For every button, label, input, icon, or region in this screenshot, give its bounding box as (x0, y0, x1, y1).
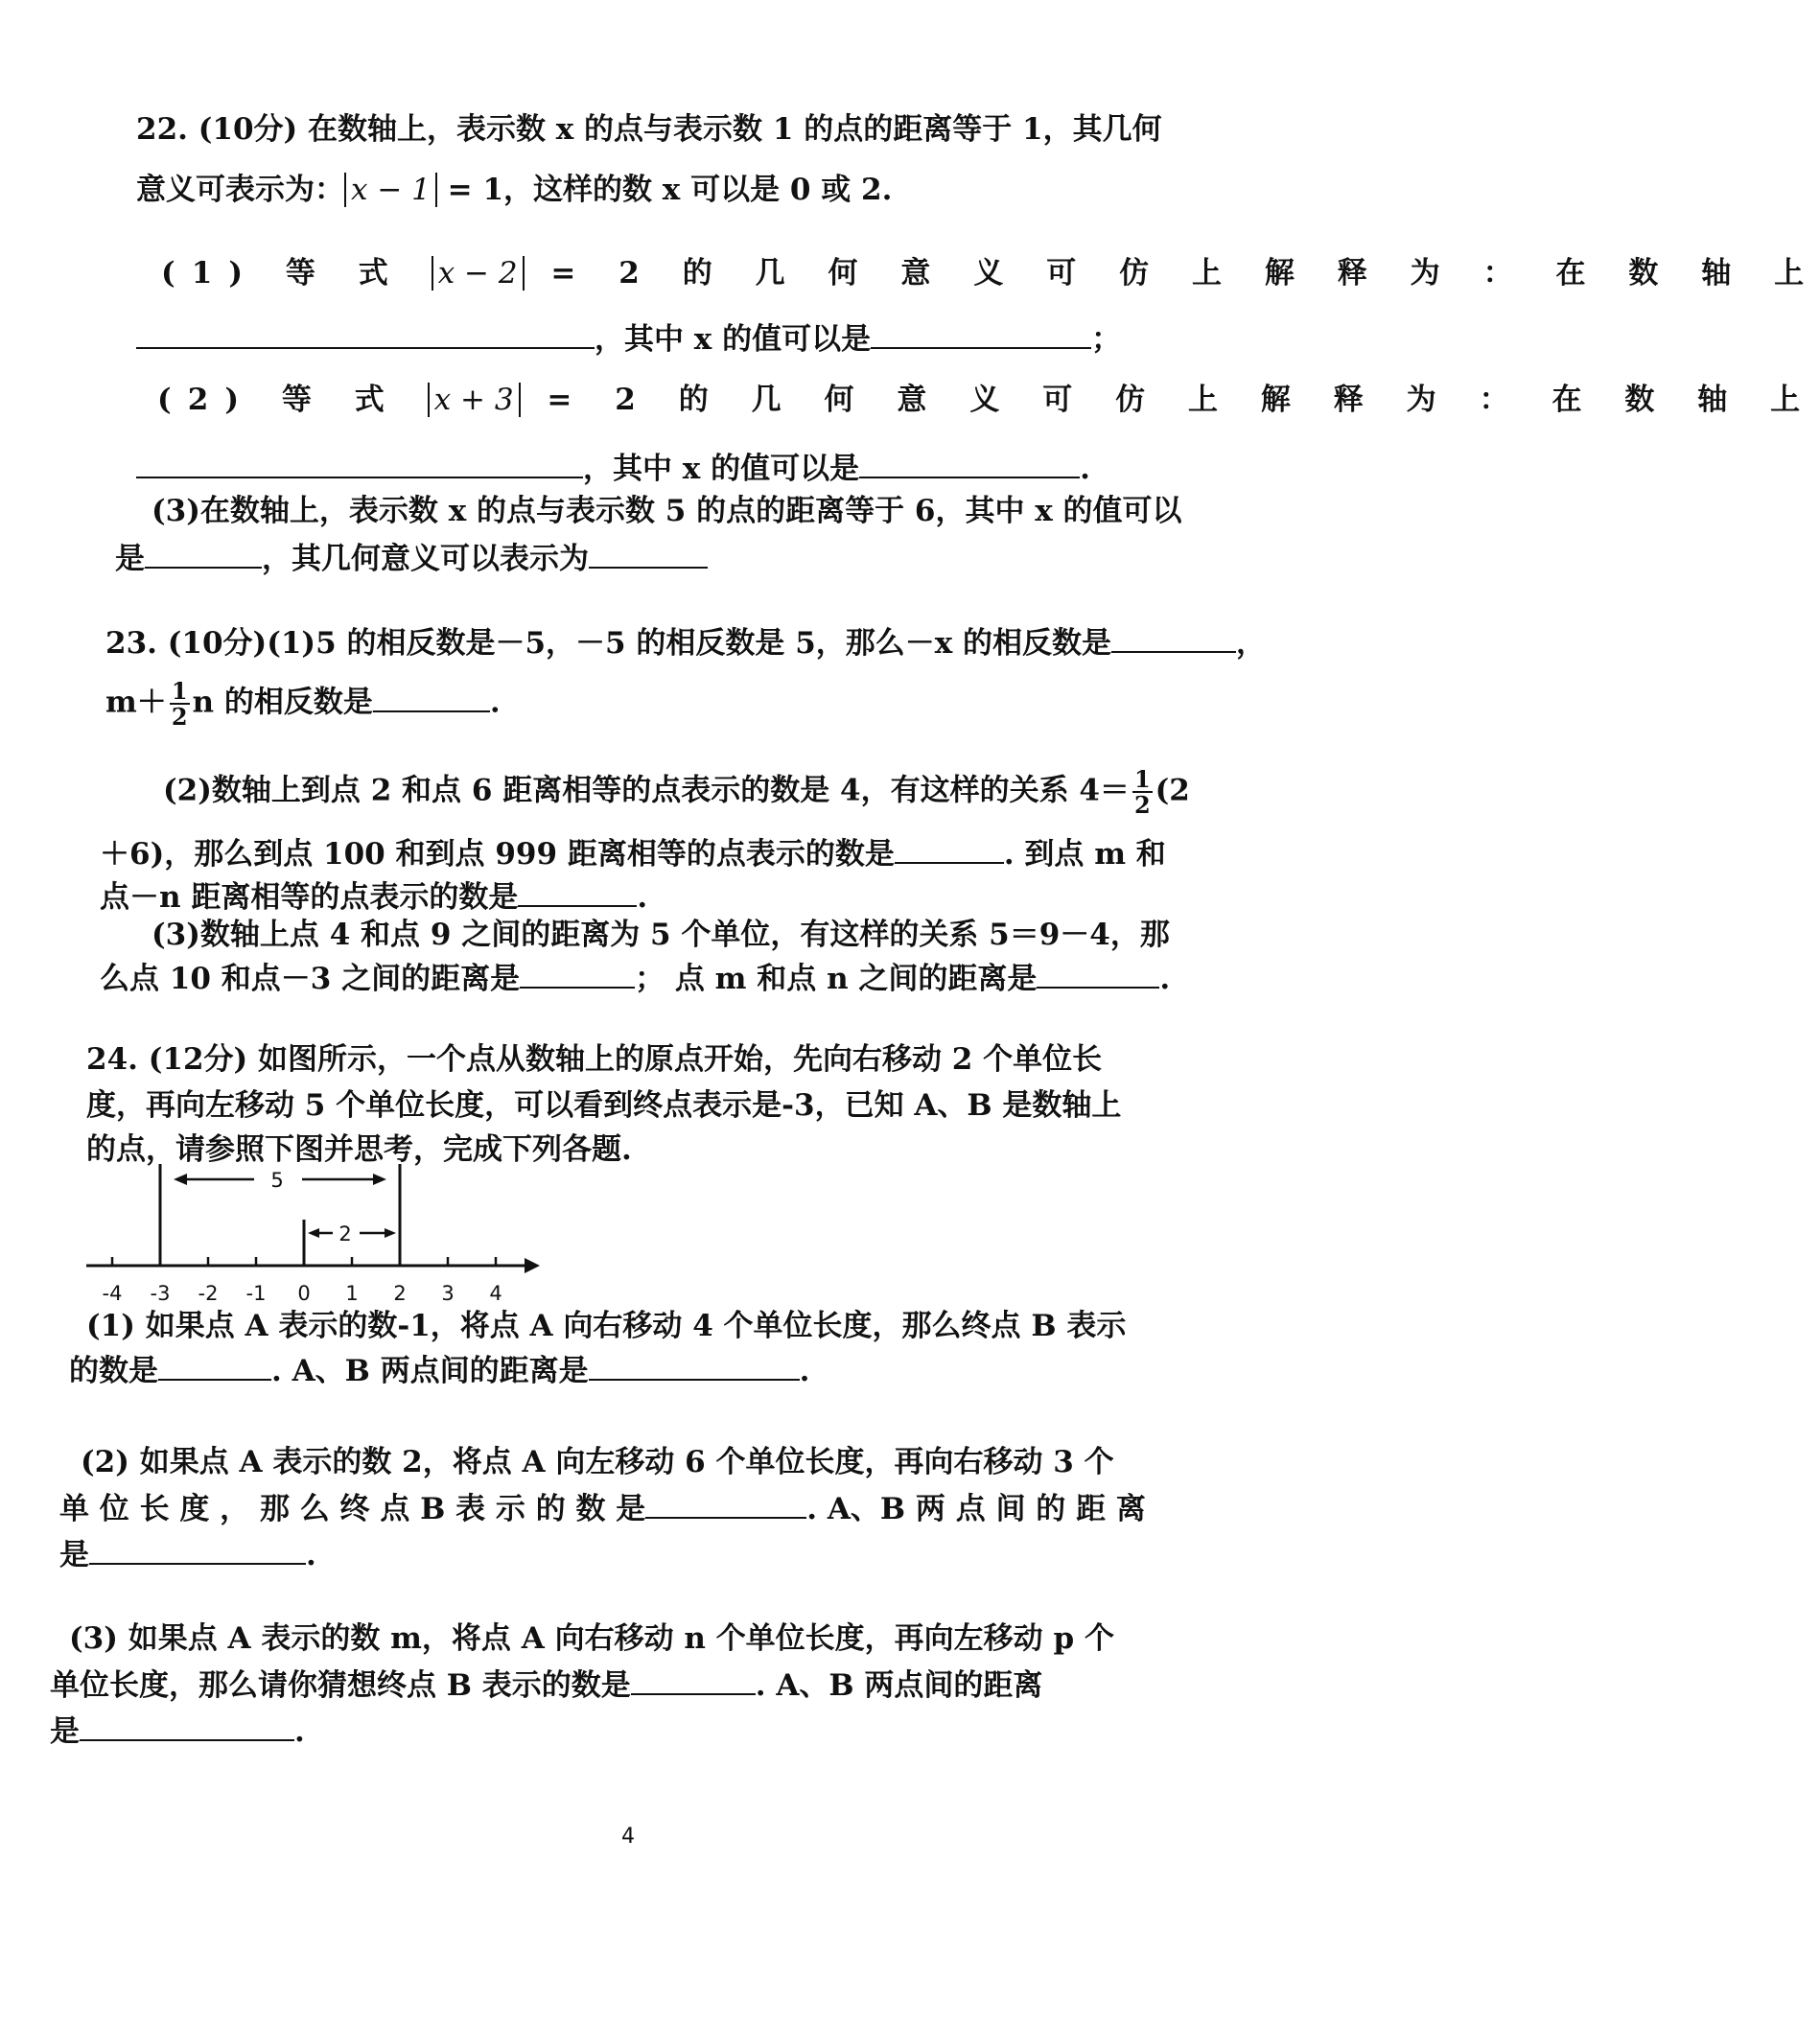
q23-line7-text-b: ； 点 m 和点 n 之间的距离是 (635, 962, 1038, 996)
q22-part1-text-c: ，其中 x 的值可以是 (595, 322, 872, 357)
q24-line1: 24. (12分) 如图所示，一个点从数轴上的原点开始，先向右移动 2 个单位长 (86, 1042, 1103, 1077)
q22-part1-line1 (161, 256, 1820, 291)
q22-part2-line2 (136, 452, 1090, 484)
q23-blank-dist-10-3[interactable] (520, 962, 635, 989)
arrow-5-right-head (373, 1174, 386, 1185)
q23-line5 (100, 880, 647, 913)
page-number: 4 (621, 1825, 635, 1849)
q23-line2-fraction (170, 677, 190, 732)
arrow-5-left-head (174, 1174, 187, 1185)
q22-part3-blank-x[interactable] (145, 542, 262, 569)
q23-blank-dist-m-n[interactable] (1037, 962, 1159, 989)
q24-line2: 度，再向左移动 5 个单位长度，可以看到终点表示是-3，已知 A、B 是数轴上 (86, 1088, 1122, 1123)
q22-part3-line2 (115, 542, 708, 574)
q24-part3-text-c: . A、B 两点间的距离 (755, 1668, 1043, 1703)
q23-line6: (3)数轴上点 4 和点 9 之间的距离为 5 个单位，有这样的关系 5＝9－4，那 (152, 918, 1170, 952)
q24-part3-blank-b[interactable] (631, 1668, 756, 1695)
arrow-2-label: 2 (338, 1222, 352, 1245)
q23-line4 (100, 837, 1166, 870)
q23-blank-mid-m-n[interactable] (518, 880, 637, 907)
q24-part2-end: . (306, 1538, 316, 1572)
q22-part1-line2 (136, 322, 1121, 355)
q24-line3: 的点，请参照下图并思考，完成下列各题. (86, 1132, 632, 1167)
arrow-5-label: 5 (270, 1169, 284, 1192)
q23-line7 (100, 962, 1170, 994)
q22-part2-line1 (157, 385, 1816, 415)
q23-line2 (105, 677, 501, 732)
q22-part2-blank-meaning[interactable] (136, 452, 583, 478)
q22-part3-blank-meaning[interactable] (589, 542, 708, 569)
q24-part2-line3 (59, 1538, 316, 1571)
q23-line2-text-b: n 的相反数是 (192, 685, 373, 720)
q24-part3-end: . (294, 1714, 305, 1749)
q24-part3-text-d: 是 (50, 1714, 80, 1749)
q23-line3-fraction (1132, 765, 1153, 820)
q23-line4-text-a: ＋6)，那么到点 100 和到点 999 距离相等的点表示的数是 (100, 837, 895, 872)
arrow-2-left-head (308, 1228, 319, 1238)
q24-part1-text-c: . A、B 两点间的距离是 (271, 1354, 589, 1388)
q23-blank-m-n[interactable] (373, 686, 490, 712)
q24-part3-text-b: 单位长度，那么请你猜想终点 B 表示的数是 (50, 1668, 631, 1703)
q22-part1-blank-meaning[interactable] (136, 322, 595, 349)
number-line-tick-label: -3 (150, 1282, 171, 1305)
q24-part1-line1: (1) 如果点 A 表示的数-1，将点 A 向右移动 4 个单位长度，那么终点 B 表示 (86, 1309, 1127, 1343)
q24-part2-text-c: . A、B 两 点 间 的 距 离 (806, 1492, 1146, 1526)
q23-line4-text-b: . 到点 m 和 (1003, 837, 1166, 872)
arrow-2-right-head (385, 1228, 396, 1238)
q23-line1-end: ， (1236, 626, 1267, 661)
q24-part1-end: . (799, 1354, 810, 1388)
q22-part1-abs: x − 2 (432, 256, 525, 291)
q24-part3-line3 (50, 1714, 305, 1747)
q24-part2-blank-distance[interactable] (89, 1538, 306, 1565)
q24-part2-line1: (2) 如果点 A 表示的数 2，将点 A 向左移动 6 个单位长度，再向右移动 3 个 (81, 1445, 1114, 1479)
q22-intro-text-a: 意义可表示为： (136, 173, 344, 207)
q23-line5-end: . (637, 880, 648, 915)
q23-line5-text: 点－n 距离相等的点表示的数是 (100, 880, 519, 915)
q24-part1-blank-b[interactable] (158, 1354, 271, 1381)
q22-part3-text-c: ，其几何意义可以表示为 (262, 542, 589, 576)
q23-line1-text: 23. (10分)(1)5 的相反数是－5，－5 的相反数是 5，那么－x 的相反数是 (105, 626, 1112, 661)
q22-intro-text-b: = 1，这样的数 x 可以是 0 或 2. (436, 173, 893, 207)
q24-part2-text-b: 单 位 长 度 ， 那 么 终 点 B 表 示 的 数 是 (59, 1492, 646, 1526)
number-line-figure (82, 1162, 551, 1306)
q24-part2-blank-b[interactable] (645, 1492, 806, 1519)
q22-intro-line1: 22. (10分) 在数轴上，表示数 x 的点与表示数 1 的点的距离等于 1，其几何 (136, 112, 1162, 147)
number-line-tick-label: 1 (345, 1282, 359, 1305)
q23-line7-text-a: 么点 10 和点－3 之间的距离是 (100, 962, 521, 996)
q24-part2-text-d: 是 (59, 1538, 89, 1572)
q22-part2-end: . (1080, 452, 1090, 486)
q22-part3-text-b: 是 (115, 542, 145, 576)
number-line-tick-label: 4 (489, 1282, 502, 1305)
q23-line2-frac-num: 1 (171, 677, 188, 705)
q24-part3-blank-distance[interactable] (80, 1714, 294, 1741)
q24-part3-line1: (3) 如果点 A 表示的数 m，将点 A 向右移动 n 个单位长度，再向左移动 p 个 (69, 1621, 1114, 1656)
q23-line3-text-b: (2 (1155, 773, 1190, 808)
q22-part2-abs: x + 3 (428, 383, 521, 417)
number-line-tick-label: -4 (102, 1282, 123, 1305)
q23-blank-neg-x[interactable] (1111, 626, 1236, 653)
q22-part1-text-b: = 2 的 几 何 意 义 可 仿 上 解 释 为 ： 在 数 轴 上 (524, 256, 1820, 291)
q23-line1 (105, 626, 1266, 659)
q22-part1-end: ； (1091, 322, 1122, 357)
q24-part1-text-b: 的数是 (69, 1354, 158, 1388)
q22-part2-blank-x[interactable] (859, 452, 1080, 478)
number-line-arrowhead (525, 1258, 540, 1273)
q23-line3 (163, 765, 1190, 820)
q23-line2-frac-den: 2 (171, 703, 188, 732)
q22-intro-abs: x − 1 (344, 173, 437, 207)
q23-line3-frac-den: 2 (1133, 791, 1151, 820)
q23-line2-text-a: m＋ (105, 685, 167, 720)
q22-part2-text-c: ，其中 x 的值可以是 (583, 452, 860, 486)
q22-part2-text-a: (2) 等 式 (157, 383, 428, 417)
q24-part3-line2 (50, 1668, 1042, 1701)
number-line-tick-label: 3 (441, 1282, 455, 1305)
q22-part3-line1: (3)在数轴上，表示数 x 的点与表示数 5 的点的距离等于 6，其中 x 的值可以 (152, 494, 1182, 528)
number-line-tick-label: 0 (297, 1282, 311, 1305)
q23-line7-end: . (1159, 962, 1171, 996)
number-line-tick-label: -1 (245, 1282, 267, 1305)
q23-blank-midpoint[interactable] (895, 837, 1004, 864)
q23-line3-frac-num: 1 (1133, 765, 1151, 793)
number-line-tick-label: 2 (393, 1282, 407, 1305)
q24-part1-blank-distance[interactable] (589, 1354, 800, 1381)
number-line-tick-label: -2 (198, 1282, 219, 1305)
q23-line3-text-a: (2)数轴上到点 2 和点 6 距离相等的点表示的数是 4，有这样的关系 4＝ (163, 773, 1130, 808)
q24-part1-line2 (69, 1354, 809, 1386)
q22-part1-blank-x[interactable] (871, 322, 1091, 349)
q22-part1-text-a: (1) 等 式 (161, 256, 432, 291)
q22-intro-line2 (136, 175, 892, 205)
q22-part2-text-b: = 2 的 几 何 意 义 可 仿 上 解 释 为 ： 在 数 轴 上 (520, 383, 1817, 417)
q23-line2-end: . (489, 685, 501, 720)
q24-part2-line2 (59, 1492, 1146, 1525)
